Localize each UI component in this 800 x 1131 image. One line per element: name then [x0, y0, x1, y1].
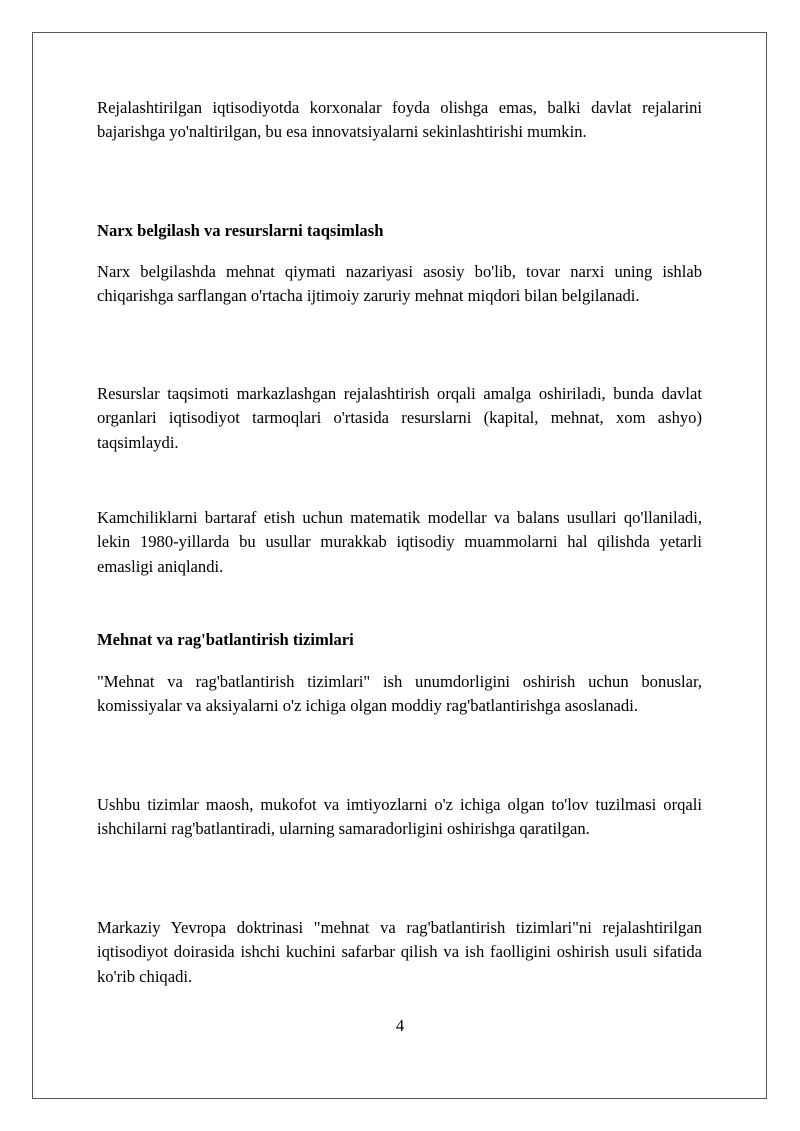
section-heading-2: Mehnat va rag'batlantirish tizimlari: [97, 630, 354, 649]
paragraph-7: Markaziy Yevropa doktrinasi "mehnat va rag'batlantirish tizimlari"ni rejalashtirilgan iqtisodiyot doirasida ishchi kuchini safarbar qilish va ish faolligini oshirish usuli sifatida ko'rib chiqadi.: [97, 918, 702, 986]
paragraph-3: Resurslar taqsimoti markazlashgan rejalashtirish orqali amalga oshiriladi, bunda davlat organlari iqtisodiyot tarmoqlari o'rtasida resurslarni (kapital, mehnat, xom ashyo) taqsimlaydi.: [97, 384, 702, 452]
paragraph-6: Ushbu tizimlar maosh, mukofot va imtiyozlarni o'z ichiga olgan to'lov tuzilmasi orqali ishchilarni rag'batlantiradi, ularning samaradorligini oshirishga qaratilgan.: [97, 795, 702, 839]
paragraph-4: Kamchiliklarni bartaraf etish uchun matematik modellar va balans usullari qo'llaniladi, lekin 1980-yillarda bu usullar murakkab iqtisodiy muammolarni hal qilishda yetarli emasligi aniqlandi.: [97, 508, 702, 576]
paragraph-2: Narx belgilashda mehnat qiymati nazariyasi asosiy bo'lib, tovar narxi uning ishlab chiqarishga sarflangan o'rtacha ijtimoiy zaruriy mehnat miqdori bilan belgilanadi.: [97, 262, 702, 306]
paragraph-1: Rejalashtirilgan iqtisodiyotda korxonalar foyda olishga emas, balki davlat rejalarini bajarishga yo'naltirilgan, bu esa innovatsiyalarni sekinlashtirishi mumkin.: [97, 98, 702, 142]
section-heading-1: Narx belgilash va resurslarni taqsimlash: [97, 221, 384, 240]
page-number: 4: [395, 1016, 405, 1035]
paragraph-5: "Mehnat va rag'batlantirish tizimlari" ish unumdorligini oshirish uchun bonuslar, komissiyalar va aksiyalarni o'z ichiga olgan moddiy rag'batlantirishga asoslanadi.: [97, 672, 702, 716]
